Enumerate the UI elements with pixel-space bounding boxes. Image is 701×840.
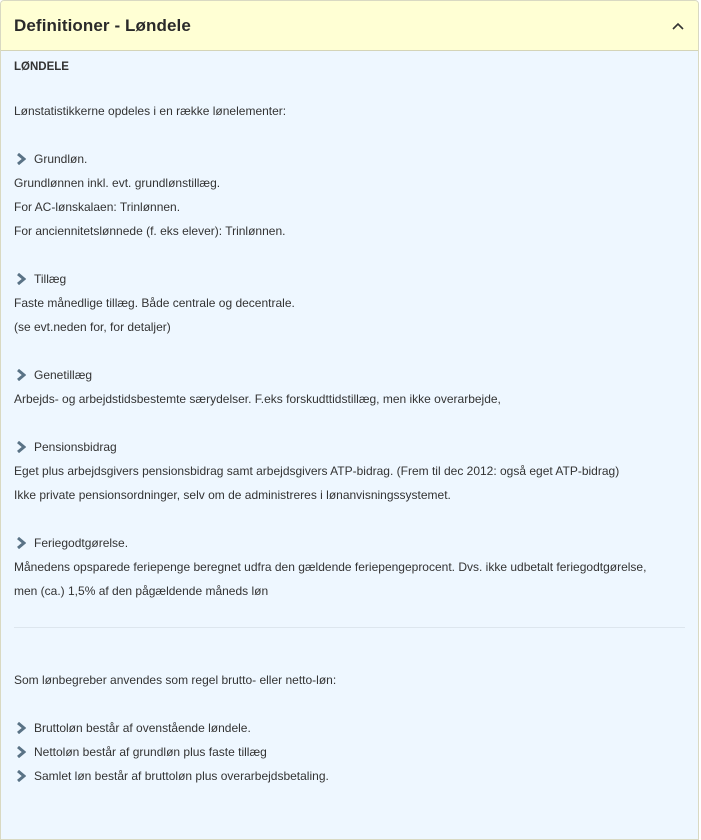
- item-tillaeg: [14, 267, 685, 339]
- summary-bullet: [14, 764, 685, 788]
- section-divider: [14, 627, 685, 628]
- summary-bullet: [14, 716, 685, 740]
- item-grundlon: [14, 147, 685, 243]
- panel-header[interactable]: [1, 1, 698, 51]
- item-line: men (ca.) 1,5% af den pågældende måneds løn: [14, 584, 269, 598]
- summary-bullet-text: Nettoløn består af grundløn plus faste tillæg: [34, 745, 267, 759]
- summary-bullet-text: Bruttoløn består af ovenstående løndele.: [34, 721, 251, 735]
- item-line: For AC-lønskalaen: Trinlønnen.: [14, 200, 181, 214]
- chevron-right-icon: [14, 745, 28, 759]
- item-title: Pensionsbidrag: [34, 440, 117, 454]
- item-line: Ikke private pensionsordninger, selv om de administreres i lønanvisningssystemet.: [14, 488, 451, 502]
- item-title: Feriegodtgørelse.: [34, 536, 129, 550]
- item-line: Eget plus arbejdsgivers pensionsbidrag samt arbejdsgivers ATP-bidrag. (Frem til dec 2012: også eget ATP-bidrag): [14, 464, 620, 478]
- summary-bullet: [14, 740, 685, 764]
- item-pensionsbidrag: [14, 435, 685, 507]
- item-line: Månedens opsparede feriepenge beregnet udfra den gældende feriepengeprocent. Dvs. ikke udbetalt feriegodtgørelse,: [14, 560, 647, 574]
- chevron-right-icon: [14, 152, 28, 166]
- item-feriegodtgorelse: [14, 531, 685, 603]
- item-genetillaeg: [14, 363, 685, 411]
- section-heading: LØNDELE: [14, 61, 69, 73]
- chevron-right-icon: [14, 769, 28, 783]
- panel-title: Definitioner - Løndele: [14, 15, 191, 35]
- item-line: Faste månedlige tillæg. Både centrale og decentrale.: [14, 296, 295, 310]
- item-line: For anciennitetslønnede (f. eks elever): Trinlønnen.: [14, 224, 286, 238]
- summary-intro: Som lønbegreber anvendes som regel brutto- eller netto-løn:: [14, 673, 337, 687]
- chevron-right-icon: [14, 368, 28, 382]
- item-title: Tillæg: [34, 272, 67, 286]
- chevron-right-icon: [14, 536, 28, 550]
- item-line: Arbejds- og arbejdstidsbestemte særydelser. F.eks forskudttidstillæg, men ikke overarbejde,: [14, 392, 501, 406]
- item-line: (se evt.neden for, for detaljer): [14, 320, 171, 334]
- item-title: Grundløn.: [34, 152, 88, 166]
- summary-bullet-text: Samlet løn består af bruttoløn plus overarbejdsbetaling.: [34, 769, 329, 783]
- chevron-right-icon: [14, 272, 28, 286]
- item-line: Grundlønnen inkl. evt. grundlønstillæg.: [14, 176, 221, 190]
- chevron-up-icon[interactable]: [670, 18, 686, 34]
- chevron-right-icon: [14, 440, 28, 454]
- panel-body: [1, 51, 698, 788]
- chevron-right-icon: [14, 721, 28, 735]
- intro-text: Lønstatistikkerne opdeles i en række lønelementer:: [14, 104, 287, 118]
- item-title: Genetillæg: [34, 368, 93, 382]
